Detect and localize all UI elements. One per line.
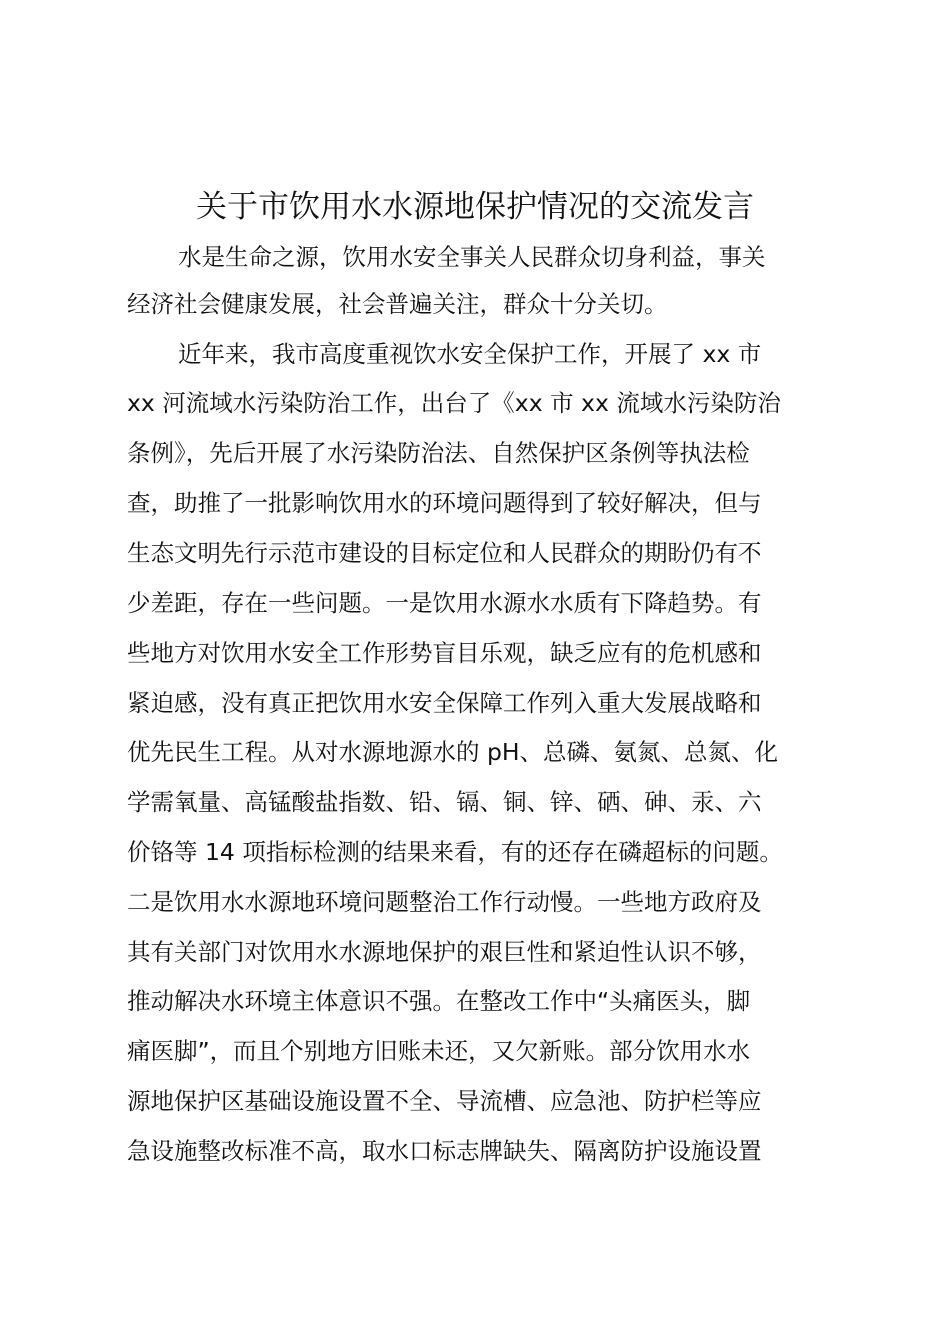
- paragraph-2-line-11: 价铬等 14 项指标检测的结果来看，有的还存在磷超标的问题。: [127, 838, 783, 866]
- paragraph-2-line-14: 推动解决水环境主体意识不强。在整改工作中“头痛医头，脚: [127, 987, 751, 1015]
- paragraph-1-line-2: 经济社会健康发展，社会普遍关注，群众十分关切。: [127, 290, 668, 318]
- paragraph-2-line-12: 二是饮用水水源地环境问题整治工作行动慢。一些地方政府及: [127, 888, 762, 916]
- paragraph-2-line-6: 少差距，存在一些问题。一是饮用水源水水质有下降趋势。有: [127, 589, 762, 617]
- paragraph-2-line-1: 近年来，我市高度重视饮水安全保护工作，开展了 xx 市: [178, 340, 762, 368]
- paragraph-2-line-16: 源地保护区基础设施设置不全、导流槽、应急池、防护栏等应: [127, 1087, 762, 1115]
- paragraph-2-line-15: 痛医脚”，而且个别地方旧账未还，又欠新账。部分饮用水水: [127, 1037, 751, 1065]
- paragraph-2-line-3: 条例》，先后开展了水污染防治法、自然保护区条例等执法检: [127, 439, 750, 467]
- paragraph-2-line-2: xx 河流域水污染防治工作，出台了《xx 市 xx 流域水污染防治: [127, 389, 781, 417]
- paragraph-2-line-4: 查，助推了一批影响饮用水的环境问题得到了较好解决，但与: [127, 489, 762, 517]
- paragraph-2-line-5: 生态文明先行示范市建设的目标定位和人民群众的期盼仍有不: [127, 539, 762, 567]
- paragraph-2-line-13: 其有关部门对饮用水水源地保护的艰巨性和紧迫性认识不够，: [127, 938, 762, 966]
- paragraph-2-line-8: 紧迫感，没有真正把饮用水安全保障工作列入重大发展战略和: [127, 689, 762, 717]
- paragraph-2-line-7: 些地方对饮用水安全工作形势盲目乐观，缺乏应有的危机感和: [127, 639, 762, 667]
- paragraph-2-line-10: 学需氧量、高锰酸盐指数、铅、镉、铜、锌、硒、砷、汞、六: [127, 788, 762, 816]
- paragraph-1-line-1: 水是生命之源，饮用水安全事关人民群众切身利益，事关: [178, 243, 766, 271]
- paragraph-2-line-17: 急设施整改标准不高，取水口标志牌缺失、隔离防护设施设置: [127, 1137, 762, 1165]
- document-title: 关于市饮用水水源地保护情况的交流发言: [196, 189, 754, 225]
- paragraph-2-line-9: 优先民生工程。从对水源地源水的 pH、总磷、氨氮、总氮、化: [127, 738, 779, 766]
